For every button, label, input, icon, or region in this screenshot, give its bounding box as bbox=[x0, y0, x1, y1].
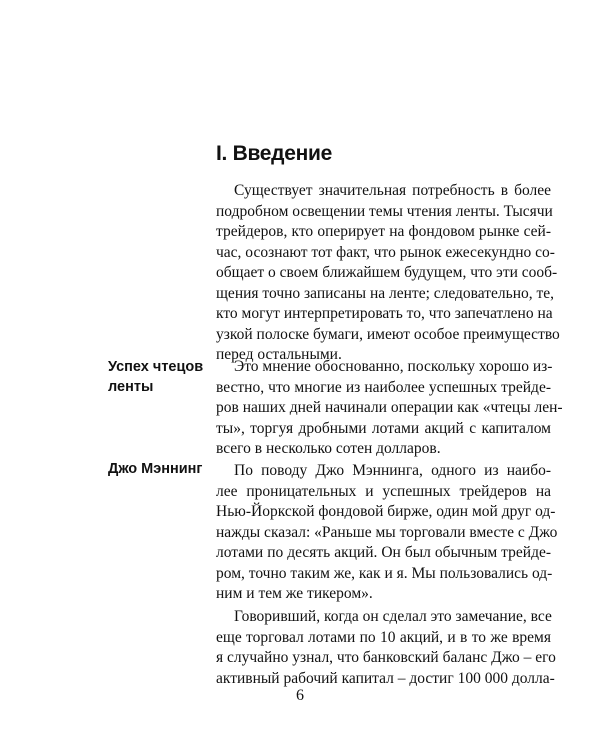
page-number: 6 bbox=[296, 687, 304, 704]
text-line: ром, точно таким же, как и я. Мы пользовались од- bbox=[216, 564, 553, 582]
text-line: По поводу Джо Мэннинга, одного из наибо- bbox=[234, 462, 551, 479]
chapter-heading: I. Введение bbox=[216, 142, 332, 165]
text-line: трейдеров, кто оперирует на фондовом рынке сей- bbox=[216, 223, 551, 240]
paragraph-tape-readers bbox=[216, 357, 563, 460]
text-line: еще торговал лотами по 10 акций, и в то же время bbox=[216, 628, 551, 646]
text-line: кто могут интерпретировать то, что запечатлено на bbox=[216, 305, 553, 322]
text-line: час, осознают тот факт, что рынок ежесекундно со- bbox=[216, 243, 555, 261]
paragraph-speaker bbox=[216, 607, 556, 689]
text-line: ним и тем же тикером». bbox=[216, 585, 373, 602]
text-line: общает о своем ближайшем будущем, что эти сооб- bbox=[216, 264, 558, 281]
text-line: щения точно записаны на ленте; следовательно, те, bbox=[216, 284, 555, 302]
text-line: Существует значительная потребность в более bbox=[234, 182, 551, 199]
text-line: лее проницательных и успешных трейдеров на bbox=[216, 482, 551, 500]
paragraph-intro bbox=[216, 181, 560, 366]
text-line: узкой полоске бумаги, имеют особое преимущество bbox=[216, 325, 560, 343]
text-line: вестно, что многие из наиболее успешных трейде- bbox=[216, 378, 551, 396]
text-line: нажды сказал: «Раньше мы торговали вместе с Джо bbox=[216, 523, 558, 541]
text-line: Нью-Йоркской фондовой бирже, один мой друг од- bbox=[216, 503, 556, 520]
text-line: я случайно узнал, что банковский баланс Джо – его bbox=[216, 649, 556, 666]
text-line: Это мнение обоснованно, поскольку хорошо из- bbox=[234, 358, 553, 375]
text-line: всего в несколько сотен долларов. bbox=[216, 440, 441, 457]
sidenote-joe-manning: Джо Мэннинг bbox=[108, 461, 203, 477]
paragraph-joe-manning bbox=[216, 461, 558, 605]
text-line: активный рабочий капитал – достиг 100 000 долла- bbox=[216, 669, 555, 687]
text-line: ров наших дней начинали операции как «чтецы лен- bbox=[216, 399, 563, 416]
text-line: Говоривший, когда он сделал это замечание, все bbox=[234, 608, 552, 625]
text-line: ты», торгуя дробными лотами акций с капиталом bbox=[216, 419, 551, 437]
text-line: перед остальными. bbox=[216, 346, 342, 363]
text-line: подробном освещении темы чтения ленты. Тысячи bbox=[216, 202, 553, 220]
text-line: лотами по десять акций. Он был обычным трейде- bbox=[216, 544, 551, 561]
sidenote-tape-readers-success: Успех чтецов ленты bbox=[108, 359, 204, 395]
